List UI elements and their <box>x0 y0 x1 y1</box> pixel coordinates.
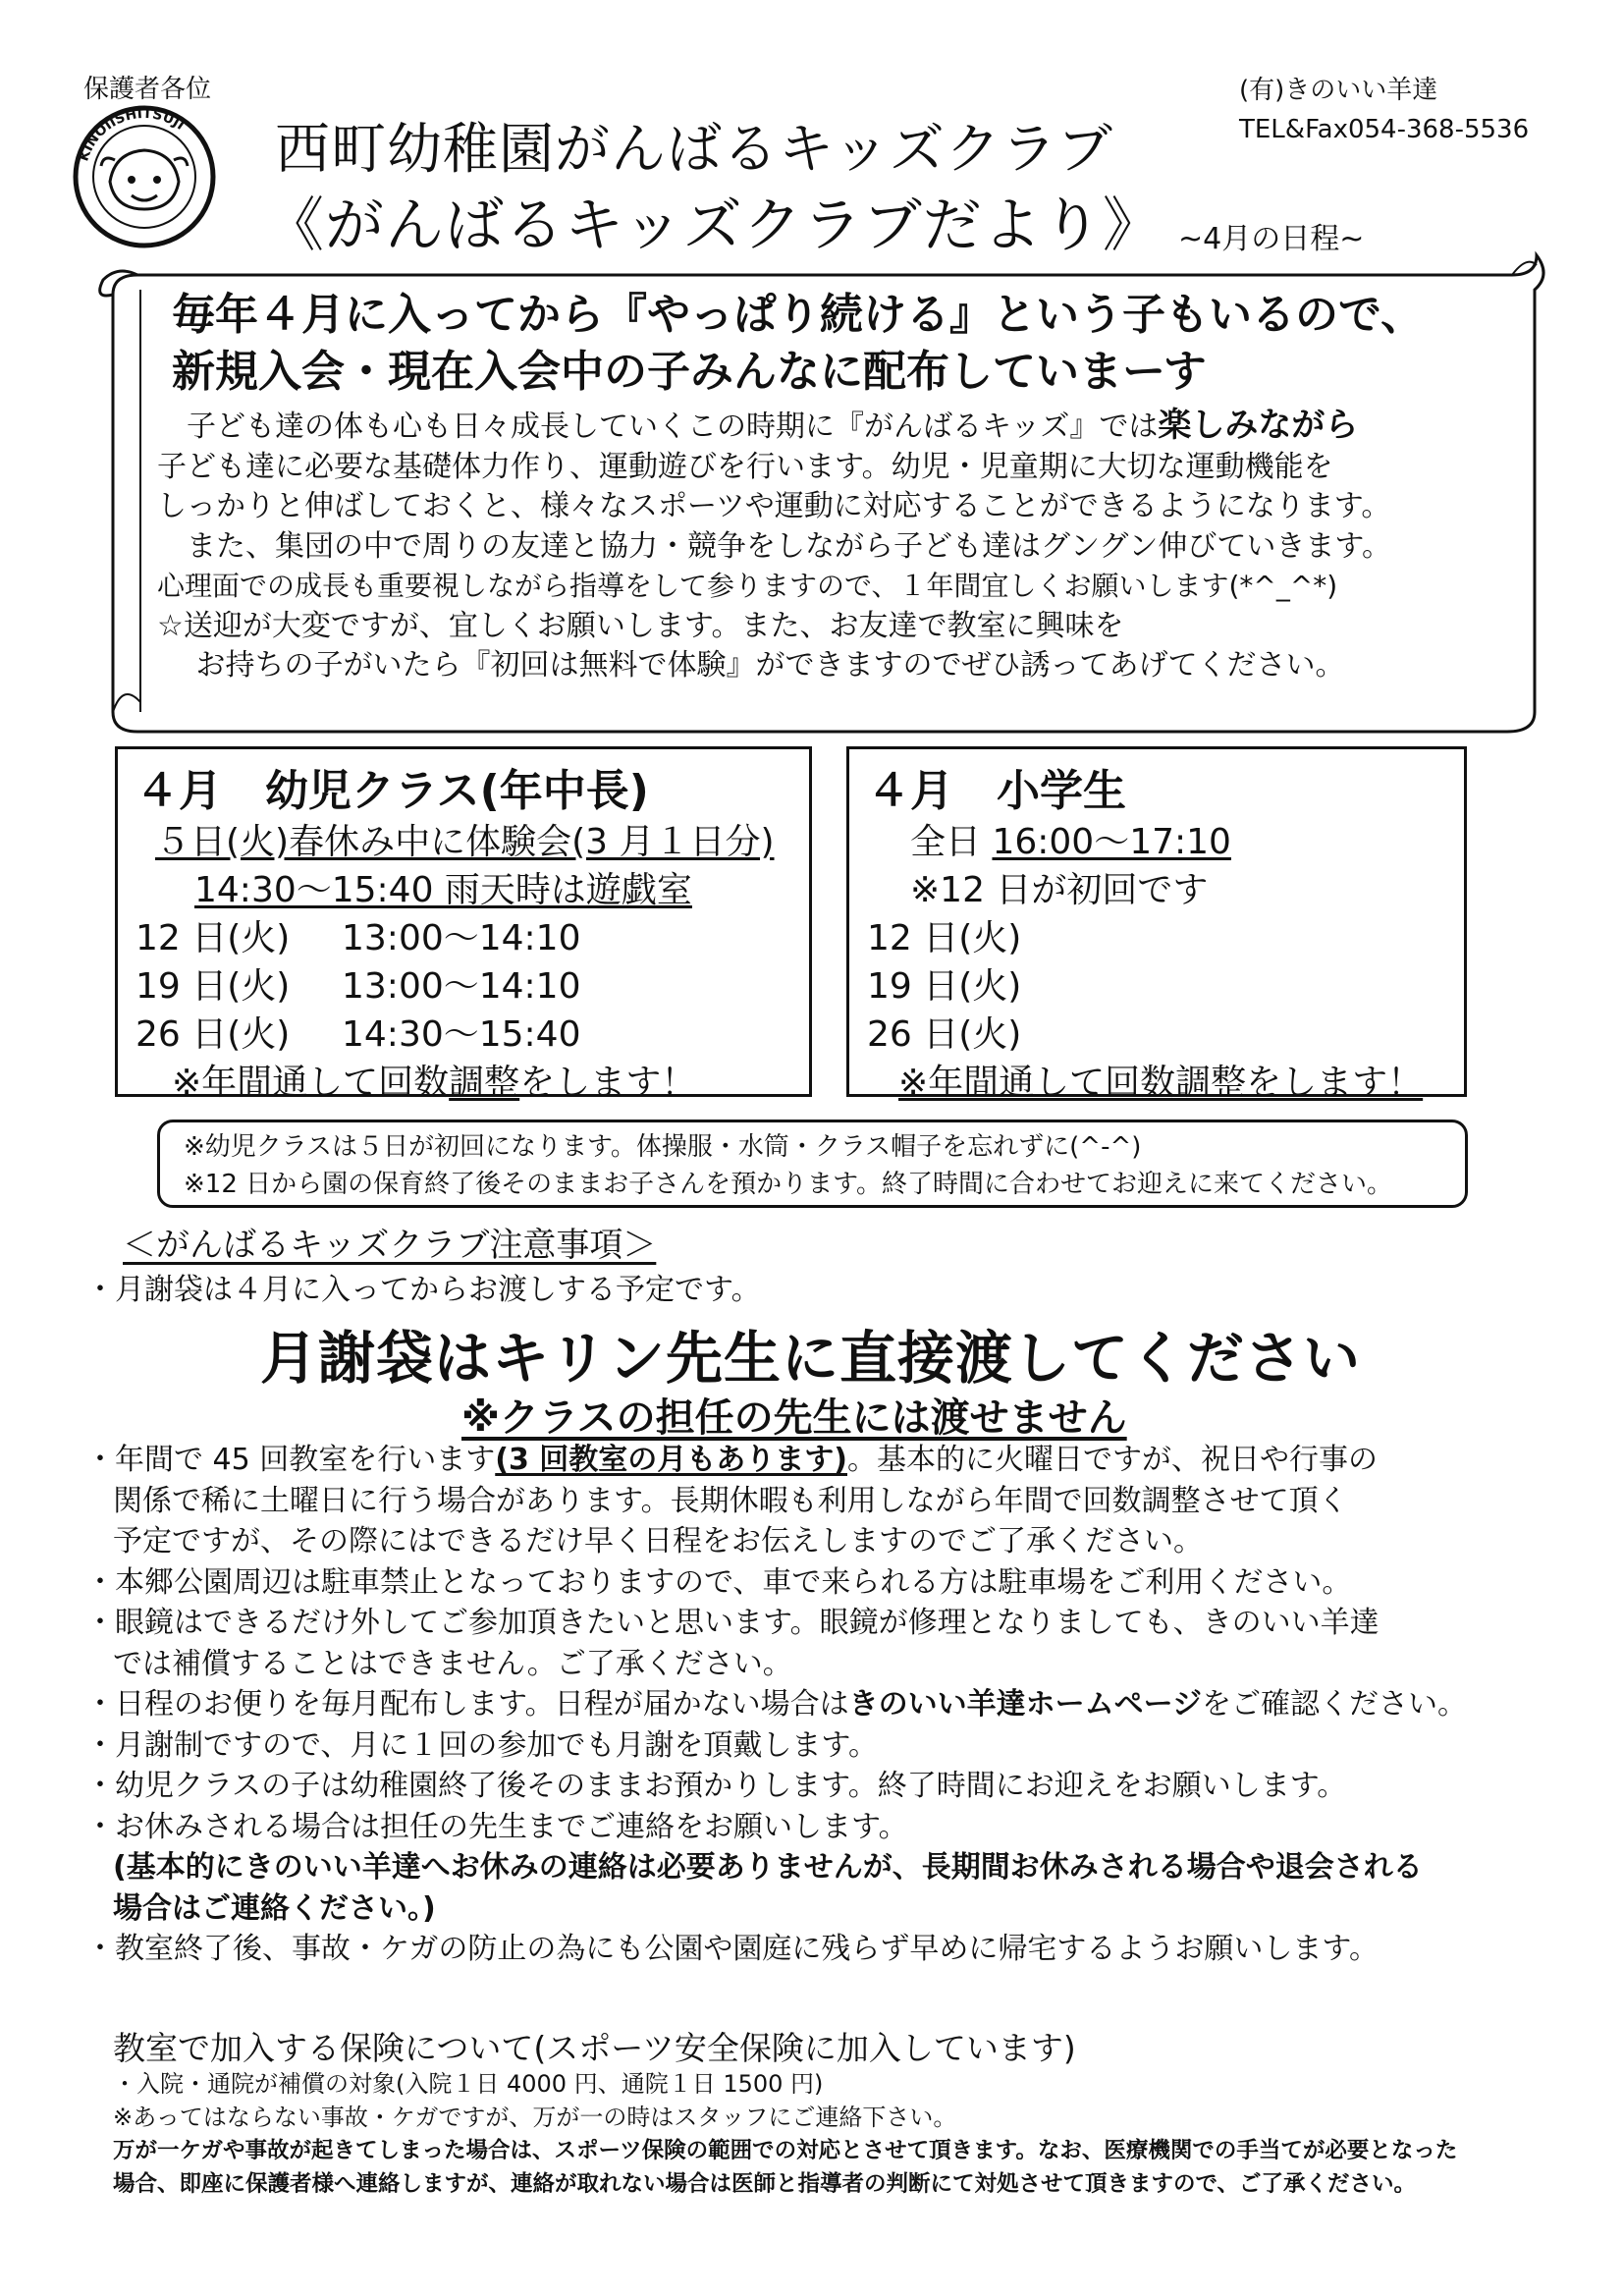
notes-line-2: ※12 日から園の保育終了後そのままお子さんを預かります。終了時間に合わせてお迎えに来てください。 <box>184 1170 1393 1199</box>
notes-line-1: ※幼児クラスは５日が初回になります。体操服・水筒・クラス帽子を忘れずに(^-^) <box>184 1132 1142 1162</box>
kinder-note-prefix: ※年間通して回数 <box>172 1063 450 1103</box>
intro-line-1 <box>157 406 1532 448</box>
fee-bag-subnotice: ※クラスの担任の先生には渡せません <box>461 1395 1127 1441</box>
kinder-trial-line: ５日(火)春休み中に体験会(3 月１日分) <box>155 822 775 862</box>
rule-line: ・お休みされる場合は担任の先生までご連絡をお願いします。 <box>85 1809 908 1844</box>
intro-line-3: しっかりと伸ばしておくと、様々なスポーツや運動に対応することができるようになります。 <box>157 489 1391 523</box>
rule-line: 予定ですが、その際にはできるだけ早く日程をお伝えしますのでご了承ください。 <box>113 1524 1203 1558</box>
intro-line-1a: 子ども達の体も心も日々成長していくこの時期に『がんばるキッズ』では <box>187 410 1159 444</box>
intro-line-2: 子ども達に必要な基礎体力作り、運動遊びを行います。幼児・児童期に大切な運動機能を <box>157 449 1333 484</box>
sheep-logo <box>71 103 218 250</box>
insurance-lines <box>113 2067 1457 2201</box>
kinder-row <box>118 914 809 962</box>
kinder-row-time: 13:00～14:10 <box>342 918 581 958</box>
fee-bag-notice: 月謝袋はキリン先生に直接渡してください <box>260 1325 1362 1392</box>
elem-allday-prefix: 全日 <box>910 822 993 862</box>
intro-line-4 <box>157 527 1532 568</box>
insurance-line-4: 場合、即座に保護者様へ連絡しますが、連絡が取れない場合は医師と指導者の判断にて対処させて頂きますので、ご了承ください。 <box>113 2171 1417 2197</box>
cautions-heading: ＜がんばるキッズクラブ注意事項＞ <box>123 1226 657 1265</box>
rule-7a: ・日程のお便りを毎月配布します。日程が届かない場合は <box>85 1687 849 1722</box>
kinder-row <box>118 1011 809 1059</box>
elem-first-note: ※12 日が初回です <box>910 870 1209 910</box>
intro-line-4-text: また、集団の中で周りの友達と協力・競争をしながら子ども達はグングン伸びていきます。 <box>187 528 1391 564</box>
intro-headline <box>172 287 1424 401</box>
kinder-row-time: 14:30～15:40 <box>342 1014 581 1055</box>
rule-7c: をご確認ください。 <box>1202 1687 1468 1722</box>
insurance-line-1: ・入院・通院が補償の対象(入院１日 4000 円、通院１日 1500 円) <box>113 2070 824 2098</box>
rule-1-bold: (3 回教室の月もあります) <box>495 1443 847 1477</box>
rule-line <box>85 1684 1558 1725</box>
elem-date: 19 日(火) <box>867 966 1022 1007</box>
kinder-schedule-lines <box>118 818 809 1107</box>
intro-line-1-bold: 楽しみながら <box>1158 406 1359 445</box>
intro-line-7 <box>157 646 1532 686</box>
intro-headline-line2: 新規入会・現在入会中の子みんなに配布していまーす <box>172 347 1207 397</box>
elem-date: 12 日(火) <box>867 918 1022 958</box>
company-name: (有)きのいい羊達 <box>1239 76 1438 105</box>
kinder-note-underlined: 調整 <box>449 1063 520 1103</box>
kinder-schedule-heading: ４月 幼児クラス(年中長) <box>135 766 649 816</box>
elem-note: ※年間通して回数調整をします！ <box>898 1063 1424 1103</box>
rule-line <box>85 1440 1558 1481</box>
rule-1c: 。基本的に火曜日ですが、祝日や行事の <box>847 1443 1378 1477</box>
company-tel: TEL&Fax054-368-5536 <box>1239 115 1530 144</box>
elem-allday-time: 16:00～17:10 <box>992 822 1231 862</box>
elem-allday <box>849 818 1464 866</box>
intro-line-6: ☆送迎が大変ですが、宜しくお願いします。また、お友達で教室に興味を <box>157 608 1124 643</box>
intro-line-7-text: お持ちの子がいたら『初回は無料で体験』ができますのでぜひ誘ってあげてください。 <box>195 648 1345 683</box>
rule-line: 場合はご連絡ください。) <box>113 1890 436 1926</box>
kinder-note <box>118 1059 809 1107</box>
rule-line: ・教室終了後、事故・ケガの防止の為にも公園や園庭に残らず早めに帰宅するようお願いします。 <box>85 1932 1379 1966</box>
kinder-schedule-box <box>115 746 812 1103</box>
rule-line: (基本的にきのいい羊達へお休みの連絡は必要ありませんが、長期間お休みされる場合や退会される <box>113 1850 1423 1885</box>
insurance-line-3: 万が一ケガや事故が起きてしまった場合は、スポーツ保険の範囲での対応とさせて頂きます。なお、医療機関での手当てが必要となった <box>113 2138 1458 2163</box>
kinder-row-date: 19 日(火) <box>135 966 291 1007</box>
notes-box <box>157 1120 1468 1208</box>
rule-line: 関係で稀に土曜日に行う場合があります。長期休暇も利用しながら年間で回数調整させて頂く <box>113 1483 1348 1518</box>
rule-line: ・本郷公園周辺は駐車禁止となっておりますので、車で来られる方は駐車場をご利用ください。 <box>85 1564 1352 1600</box>
intro-body <box>157 406 1532 686</box>
fee-bag-bullet: ・月謝袋は４月に入ってからお渡しする予定です。 <box>85 1273 761 1307</box>
kinder-row-date: 12 日(火) <box>135 918 291 958</box>
page-title: 西町幼稚園がんばるキッズクラブ <box>275 118 1113 182</box>
logo-text: KINOIISHITSUJI <box>76 105 188 164</box>
kinder-note-suffix: をします！ <box>519 1063 697 1103</box>
insurance-line-2: ※あってはならない事故・ケガですが、万が一の時はスタッフにご連絡下さい。 <box>113 2104 957 2131</box>
rule-line: ・月謝制ですので、月に１回の参加でも月謝を頂戴します。 <box>85 1727 878 1763</box>
intro-line-5: 心理面での成長も重要視しながら指導をして参りますので、１年間宜しくお願いします(*^_^*) <box>157 570 1338 602</box>
elem-schedule-heading: ４月 小学生 <box>867 766 1126 816</box>
kinder-row-date: 26 日(火) <box>135 1014 291 1055</box>
kinder-trial-time: 14:30～15:40 雨天時は遊戯室 <box>194 870 692 910</box>
elem-schedule-lines <box>849 818 1464 1107</box>
insurance-heading: 教室で加入する保険について(スポーツ安全保険に加入しています) <box>113 2029 1076 2067</box>
rule-line: ・眼鏡はできるだけ外してご参加頂きたいと思います。眼鏡が修理となりましても、きのいい羊達 <box>85 1606 1380 1640</box>
rule-1a: ・年間で 45 回教室を行います <box>85 1443 496 1477</box>
elem-date: 26 日(火) <box>867 1014 1022 1055</box>
newsletter-title: 《がんばるキッズクラブだより》 <box>265 191 1163 260</box>
company-info <box>1239 71 1529 149</box>
rule-line: ・幼児クラスの子は幼稚園終了後そのままお預かりします。終了時間にお迎えをお願いします。 <box>85 1769 1347 1803</box>
intro-headline-line1: 毎年４月に入ってから『やっぱり続ける』という子もいるので、 <box>172 290 1425 340</box>
month-subtitle: ~4月の日程~ <box>1178 222 1365 256</box>
rules-list <box>85 1440 1558 1970</box>
addressee: 保護者各位 <box>83 75 212 104</box>
rule-line: では補償することはできません。ご了承ください。 <box>113 1646 792 1681</box>
homepage-link[interactable]: きのいい羊達ホームページ <box>848 1687 1203 1722</box>
kinder-row <box>118 962 809 1011</box>
elem-schedule-box <box>846 746 1467 1103</box>
kinder-row-time: 13:00～14:10 <box>342 966 581 1007</box>
